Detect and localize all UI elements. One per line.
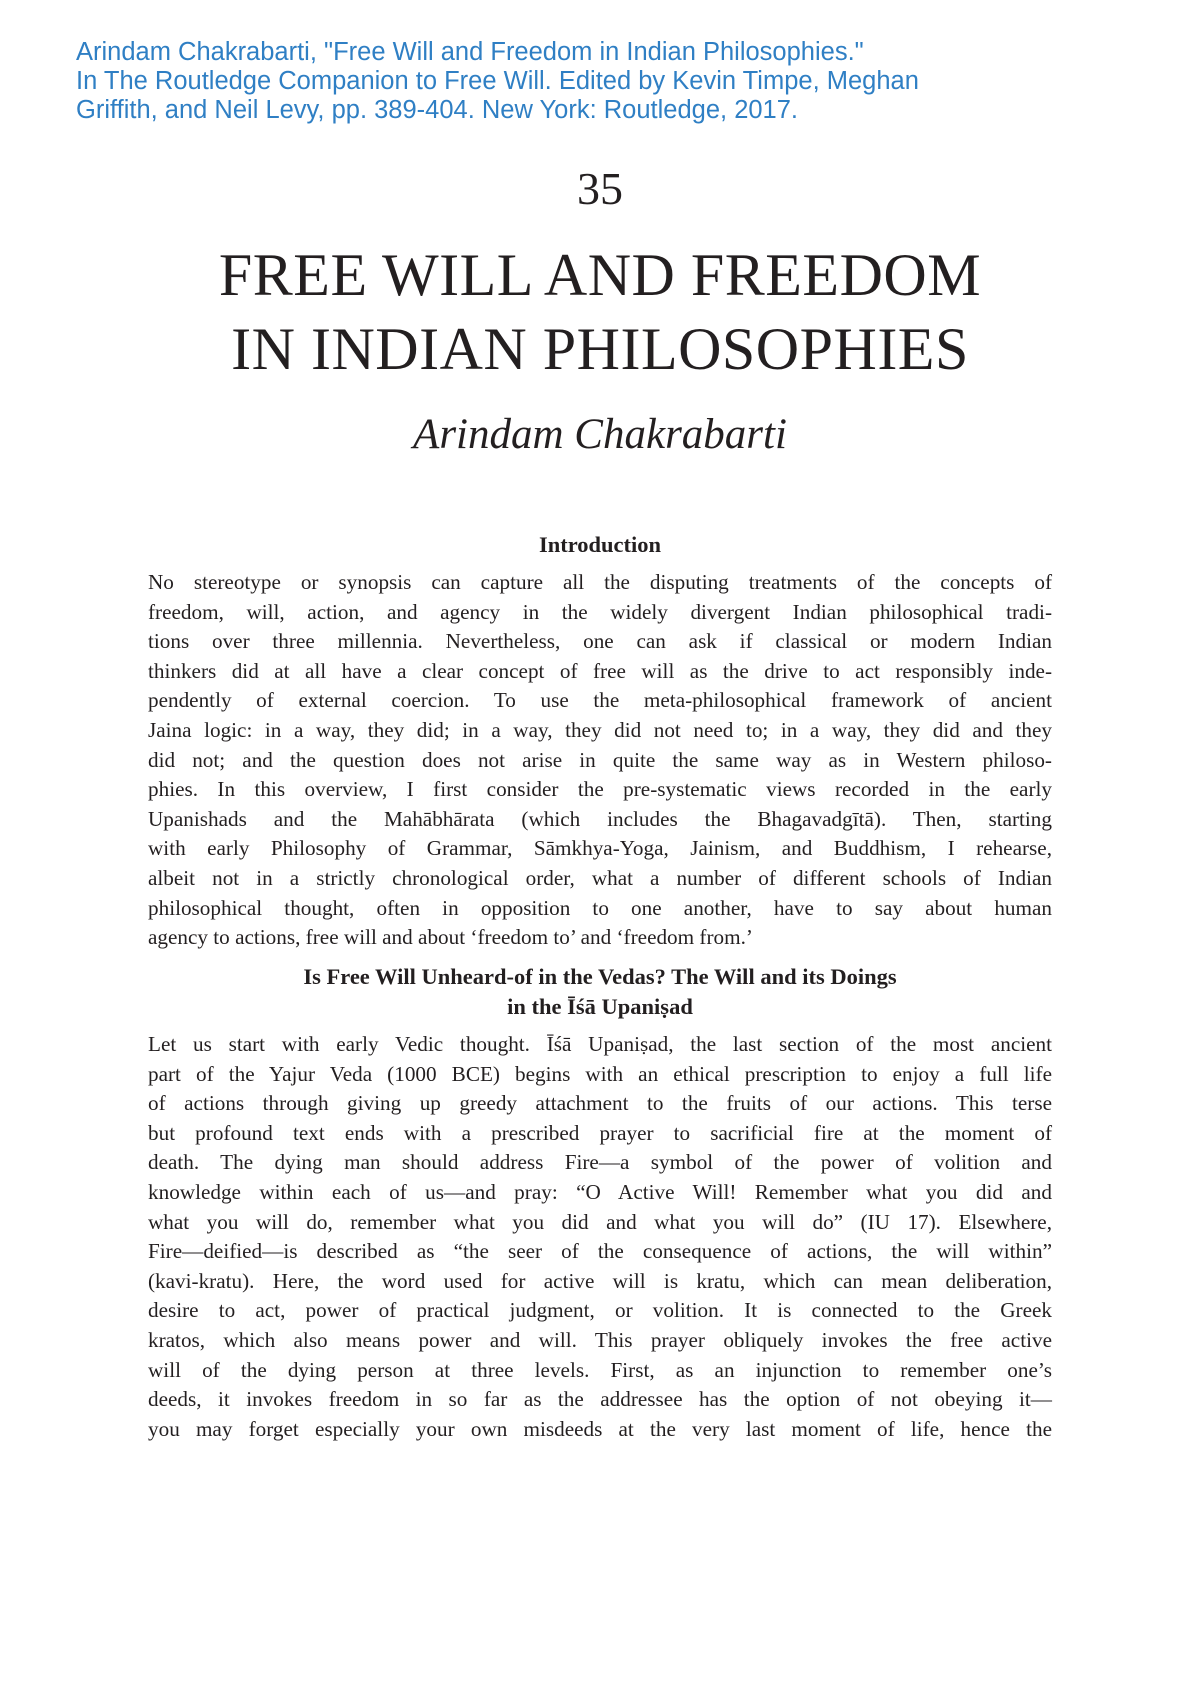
text-line: did not; and the question does not arise in quite the same way as in Western philoso- xyxy=(148,747,1052,772)
section-heading-line: Introduction xyxy=(538,532,662,557)
text-line: albeit not in a strictly chronological order, what a number of different schools of Indian xyxy=(148,865,1052,890)
text-line: knowledge within each of us—and pray: “O Active Will! Remember what you did and xyxy=(148,1179,1052,1204)
paragraph-introduction xyxy=(148,568,1052,953)
text-line: but profound text ends with a prescribed prayer to sacrificial fire at the moment of xyxy=(148,1120,1052,1145)
text-line: Fire—deified—is described as “the seer of the consequence of actions, the will within” xyxy=(148,1239,1052,1264)
text-line: kratos, which also means power and will. This prayer obliquely invokes the free active xyxy=(148,1327,1052,1352)
citation-line: In The Routledge Companion to Free Will. Edited by Kevin Timpe, Meghan xyxy=(76,67,919,95)
text-line: Jaina logic: in a way, they did; in a way, they did not need to; in a way, they did and they xyxy=(148,717,1052,742)
text-line: you may forget especially your own misdeeds at the very last moment of life, hence the xyxy=(148,1416,1052,1441)
text-line: phies. In this overview, I first consider the pre-systematic views recorded in the early xyxy=(148,777,1052,802)
text-line: what you will do, remember what you did and what you will do” (IU 17). Elsewhere, xyxy=(148,1209,1052,1234)
citation-line: Griffith, and Neil Levy, pp. 389-404. New York: Routledge, 2017. xyxy=(76,96,799,124)
section-heading-line: in the Īśā Upaniṣad xyxy=(507,993,693,1019)
text-line: Let us start with early Vedic thought. Īśā Upaniṣad, the last section of the most ancient xyxy=(148,1032,1052,1056)
section-heading-introduction xyxy=(148,530,1052,560)
text-line: (kavi-kratu). Here, the word used for active will is kratu, which can mean deliberation, xyxy=(148,1268,1052,1293)
text-line: freedom, will, action, and agency in the widely divergent Indian philosophical tradi- xyxy=(148,599,1052,624)
text-line: No stereotype or synopsis can capture all the disputing treatments of the concepts of xyxy=(148,570,1052,594)
citation-line: Arindam Chakrabarti, "Free Will and Freedom in Indian Philosophies." xyxy=(76,38,864,66)
text-line: part of the Yajur Veda (1000 BCE) begins with an ethical prescription to enjoy a full life xyxy=(148,1061,1052,1086)
paragraph-isa-upanisad xyxy=(148,1030,1052,1444)
text-line: with early Philosophy of Grammar, Sāmkhya-Yoga, Jainism, and Buddhism, I rehearse, xyxy=(148,836,1052,861)
section-heading-isa-upanisad xyxy=(148,962,1052,1021)
author-name: Arindam Chakrabarti xyxy=(413,411,787,458)
text-line: desire to act, power of practical judgment, or volition. It is connected to the Greek xyxy=(148,1298,1052,1323)
chapter-title xyxy=(0,238,1200,386)
text-line: pendently of external coercion. To use the meta-philosophical framework of ancient xyxy=(148,688,1052,713)
text-line: of actions through giving up greedy attachment to the fruits of our actions. This terse xyxy=(148,1091,1052,1116)
chapter-title-line: IN INDIAN PHILOSOPHIES xyxy=(231,316,969,382)
text-line: philosophical thought, often in opposition to one another, have to say about human xyxy=(148,895,1052,920)
citation-note xyxy=(76,38,1166,125)
text-line: deeds, it invokes freedom in so far as the addressee has the option of not obeying it— xyxy=(148,1387,1052,1412)
text-line: tions over three millennia. Nevertheless, one can ask if classical or modern Indian xyxy=(148,629,1052,654)
text-line: thinkers did at all have a clear concept of free will as the drive to act responsibly inde- xyxy=(148,658,1052,683)
text-line: will of the dying person at three levels. First, as an injunction to remember one’s xyxy=(148,1357,1052,1382)
chapter-title-line: FREE WILL AND FREEDOM xyxy=(218,242,982,308)
section-heading-line: Is Free Will Unheard-of in the Vedas? The Will and its Doings xyxy=(303,964,897,989)
text-line: agency to actions, free will and about ‘freedom to’ and ‘freedom from.’ xyxy=(148,925,753,950)
chapter-number: 35 xyxy=(577,163,623,214)
text-line: Upanishads and the Mahābhārata (which includes the Bhagavadgītā). Then, starting xyxy=(148,806,1052,831)
text-line: death. The dying man should address Fire—a symbol of the power of volition and xyxy=(148,1150,1052,1175)
